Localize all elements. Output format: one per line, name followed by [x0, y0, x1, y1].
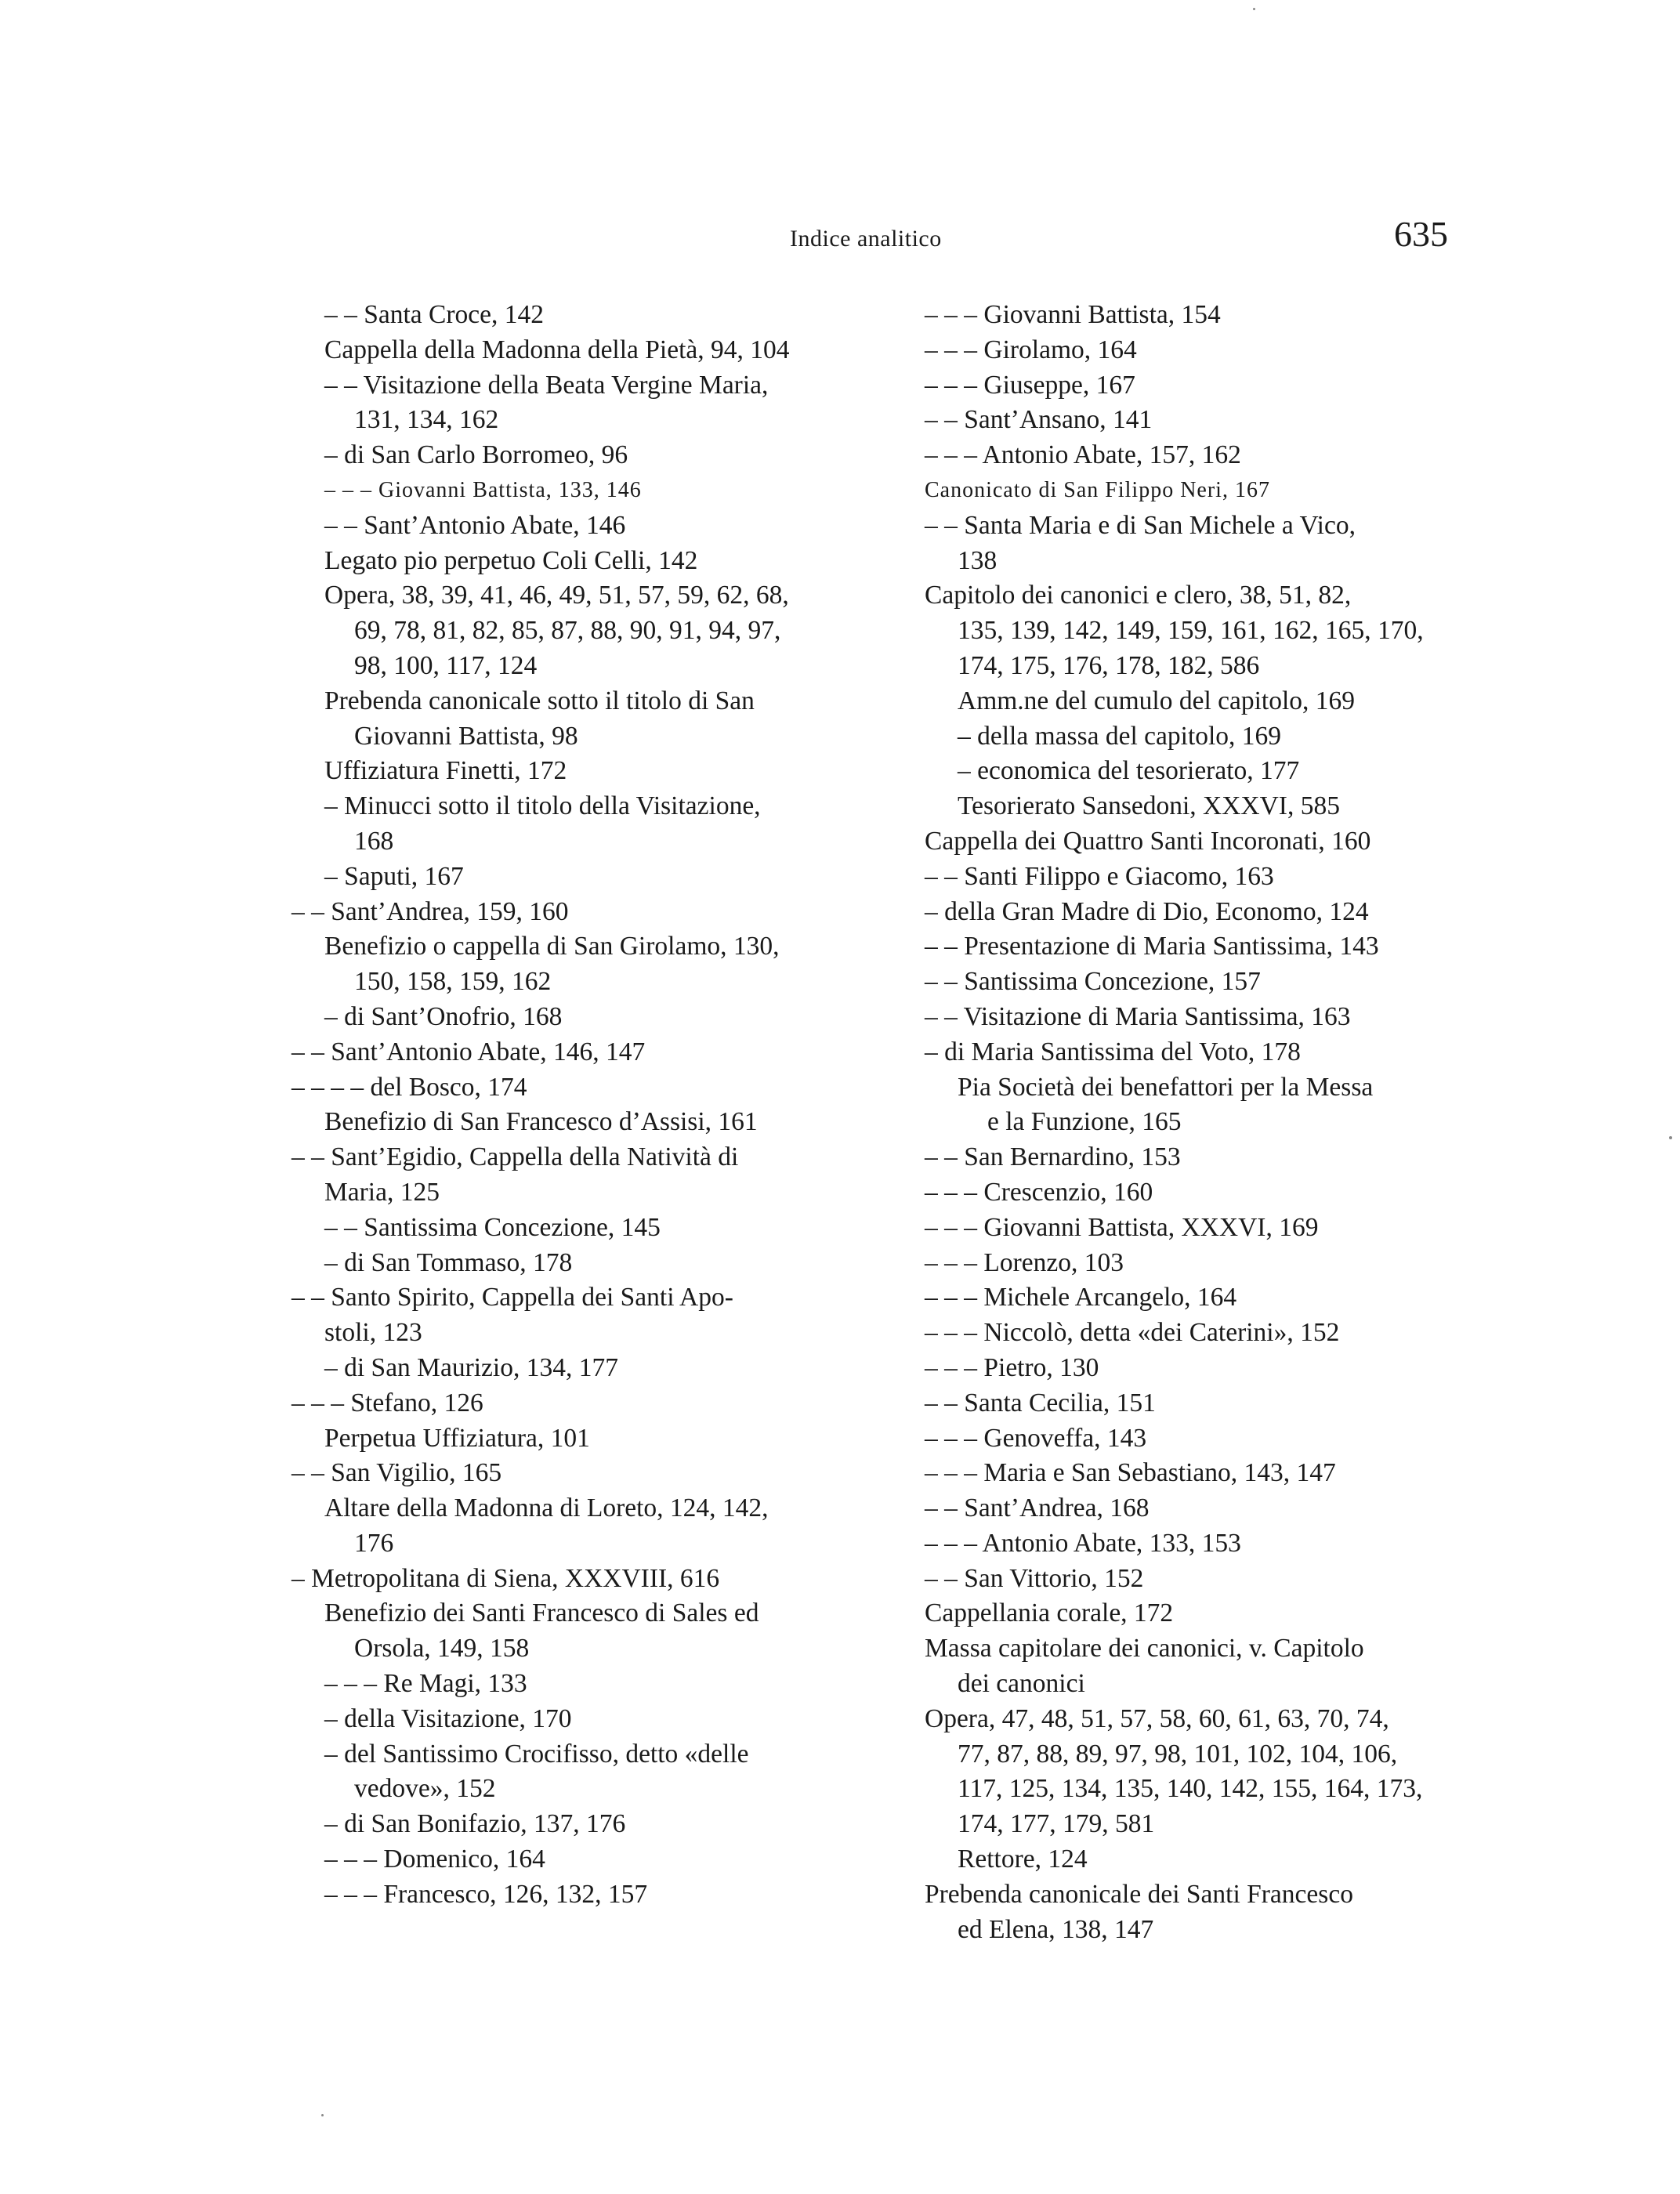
index-entry: – Metropolitana di Siena, XXXVIII, 616	[291, 1563, 720, 1593]
index-entry: – di San Bonifazio, 137, 176	[324, 1809, 626, 1839]
index-entry: Amm.ne del cumulo del capitolo, 169	[958, 686, 1356, 715]
index-entry: 176	[354, 1528, 394, 1558]
index-entry: Capitolo dei canonici e clero, 38, 51, 82,	[925, 581, 1352, 610]
index-entry: Pia Società dei benefattori per la Messa	[958, 1072, 1374, 1102]
index-entry: – di Sant’Onofrio, 168	[324, 1001, 563, 1031]
index-entry: e la Funzione, 165	[987, 1107, 1182, 1137]
index-entry: dei canonici	[958, 1669, 1085, 1699]
index-entry: Opera, 47, 48, 51, 57, 58, 60, 61, 63, 70, 74,	[925, 1703, 1389, 1733]
index-entry: – – – Domenico, 164	[324, 1845, 545, 1874]
index-entry: – del Santissimo Crocifisso, detto «delle	[324, 1739, 749, 1769]
index-entry: – – – Crescenzio, 160	[925, 1177, 1153, 1207]
index-entry: Benefizio dei Santi Francesco di Sales ed	[324, 1598, 759, 1628]
index-entry: – – – Giovanni Battista, XXXVI, 169	[925, 1212, 1319, 1242]
index-entry: – – Santi Filippo e Giacomo, 163	[925, 861, 1274, 891]
index-entry: – – Santissima Concezione, 145	[324, 1212, 661, 1242]
index-entry: 77, 87, 88, 89, 97, 98, 101, 102, 104, 106,	[958, 1739, 1398, 1769]
index-entry: – – Sant’Ansano, 141	[925, 405, 1153, 435]
index-entry: – – San Bernardino, 153	[925, 1142, 1181, 1172]
index-entry: – Saputi, 167	[324, 861, 464, 891]
index-column-left	[291, 298, 856, 1913]
index-entry: stoli, 123	[324, 1318, 422, 1348]
index-entry: – – Sant’Egidio, Cappella della Natività di	[291, 1142, 739, 1172]
index-entry: ed Elena, 138, 147	[958, 1914, 1154, 1944]
index-entry: Tesorierato Sansedoni, XXXVI, 585	[958, 791, 1340, 821]
index-entry: – – – Niccolò, detta «dei Caterini», 152	[925, 1318, 1340, 1348]
index-entry: 138	[958, 545, 998, 575]
index-entry: – – – Antonio Abate, 157, 162	[925, 440, 1241, 470]
index-entry: – – – – del Bosco, 174	[291, 1072, 527, 1102]
scan-speck	[1669, 1136, 1672, 1139]
index-entry: – di San Tommaso, 178	[324, 1247, 573, 1277]
index-entry: – della Visitazione, 170	[324, 1703, 572, 1733]
index-entry: Opera, 38, 39, 41, 46, 49, 51, 57, 59, 62, 68,	[324, 581, 789, 610]
index-entry: 174, 175, 176, 178, 182, 586	[958, 650, 1260, 680]
index-entry: – – – Francesco, 126, 132, 157	[324, 1879, 648, 1909]
index-column-right	[925, 298, 1457, 1947]
index-entry: Benefizio di San Francesco d’Assisi, 161	[324, 1107, 758, 1137]
index-entry: – – Visitazione di Maria Santissima, 163	[925, 1001, 1351, 1031]
index-entry: Giovanni Battista, 98	[354, 721, 578, 751]
index-entry: – – Santissima Concezione, 157	[925, 967, 1261, 997]
page-number: 635	[1394, 214, 1448, 254]
index-entry: vedove», 152	[354, 1774, 496, 1804]
index-entry: Cappella dei Quattro Santi Incoronati, 160	[925, 826, 1371, 856]
index-entry: Cappella della Madonna della Pietà, 94, 104	[324, 335, 790, 364]
index-entry: – – Sant’Andrea, 159, 160	[291, 896, 569, 926]
index-entry: – – Santa Maria e di San Michele a Vico,	[925, 510, 1356, 540]
index-entry: – – Santa Cecilia, 151	[925, 1388, 1156, 1417]
index-entry: Maria, 125	[324, 1177, 440, 1207]
index-entry: – – – Michele Arcangelo, 164	[925, 1283, 1237, 1312]
scan-speck	[321, 2114, 324, 2116]
index-entry: 98, 100, 117, 124	[354, 650, 538, 680]
running-head: Indice analitico	[790, 226, 942, 252]
index-entry: Canonicato di San Filippo Neri, 167	[925, 477, 1270, 502]
index-entry: Altare della Madonna di Loreto, 124, 142,	[324, 1493, 769, 1523]
index-entry: Perpetua Uffiziatura, 101	[324, 1423, 590, 1453]
index-entry: – – – Antonio Abate, 133, 153	[925, 1528, 1241, 1558]
index-entry: 174, 177, 179, 581	[958, 1809, 1155, 1839]
index-entry: – di San Carlo Borromeo, 96	[324, 440, 628, 470]
index-entry: Massa capitolare dei canonici, v. Capitolo	[925, 1634, 1364, 1664]
index-entry: – – – Stefano, 126	[291, 1388, 483, 1417]
index-entry: – – – Girolamo, 164	[925, 335, 1137, 364]
scan-speck	[1253, 8, 1255, 10]
index-entry: – di San Maurizio, 134, 177	[324, 1352, 618, 1382]
index-entry: – – Santa Croce, 142	[324, 300, 545, 329]
index-entry: 150, 158, 159, 162	[354, 967, 552, 997]
index-entry: 168	[354, 826, 394, 856]
index-entry: – – – Giuseppe, 167	[925, 370, 1135, 400]
index-entry: Cappellania corale, 172	[925, 1598, 1174, 1628]
index-entry: – – – Genoveffa, 143	[925, 1423, 1147, 1453]
index-entry: – di Maria Santissima del Voto, 178	[925, 1037, 1301, 1066]
index-entry: – – Presentazione di Maria Santissima, 143	[925, 932, 1379, 961]
index-entry: – – – Lorenzo, 103	[925, 1247, 1124, 1277]
index-entry: – – – Maria e San Sebastiano, 143, 147	[925, 1458, 1336, 1488]
index-entry: – della Gran Madre di Dio, Economo, 124	[925, 896, 1369, 926]
index-entry: 135, 139, 142, 149, 159, 161, 162, 165, 170,	[958, 616, 1424, 646]
index-entry: Orsola, 149, 158	[354, 1634, 530, 1664]
index-entry: – – Sant’Antonio Abate, 146, 147	[291, 1037, 646, 1066]
index-entry: – – San Vittorio, 152	[925, 1563, 1144, 1593]
index-entry: – – Visitazione della Beata Vergine Maria,	[324, 370, 769, 400]
index-entry: 117, 125, 134, 135, 140, 142, 155, 164, 173,	[958, 1774, 1423, 1804]
index-entry: – – – Pietro, 130	[925, 1352, 1099, 1382]
index-entry: 69, 78, 81, 82, 85, 87, 88, 90, 91, 94, 97,	[354, 616, 781, 646]
index-entry: – economica del tesorierato, 177	[958, 756, 1300, 786]
index-entry: – – Sant’Andrea, 168	[925, 1493, 1150, 1523]
index-entry: – – – Giovanni Battista, 154	[925, 300, 1221, 329]
index-entry: Rettore, 124	[958, 1845, 1088, 1874]
index-entry: Uffiziatura Finetti, 172	[324, 756, 567, 786]
index-entry: – – San Vigilio, 165	[291, 1458, 502, 1488]
index-entry: – – Sant’Antonio Abate, 146	[324, 510, 626, 540]
index-entry: 131, 134, 162	[354, 405, 499, 435]
index-entry: – – – Giovanni Battista, 133, 146	[324, 477, 642, 502]
index-entry: – della massa del capitolo, 169	[958, 721, 1282, 751]
index-entry: Prebenda canonicale dei Santi Francesco	[925, 1879, 1353, 1909]
index-entry: Legato pio perpetuo Coli Celli, 142	[324, 545, 698, 575]
index-entry: – – – Re Magi, 133	[324, 1669, 527, 1699]
index-entry: Prebenda canonicale sotto il titolo di San	[324, 686, 755, 715]
index-entry: – Minucci sotto il titolo della Visitazione,	[324, 791, 761, 821]
index-entry: Benefizio o cappella di San Girolamo, 130,	[324, 932, 780, 961]
index-entry: – – Santo Spirito, Cappella dei Santi Apo-	[291, 1283, 733, 1312]
